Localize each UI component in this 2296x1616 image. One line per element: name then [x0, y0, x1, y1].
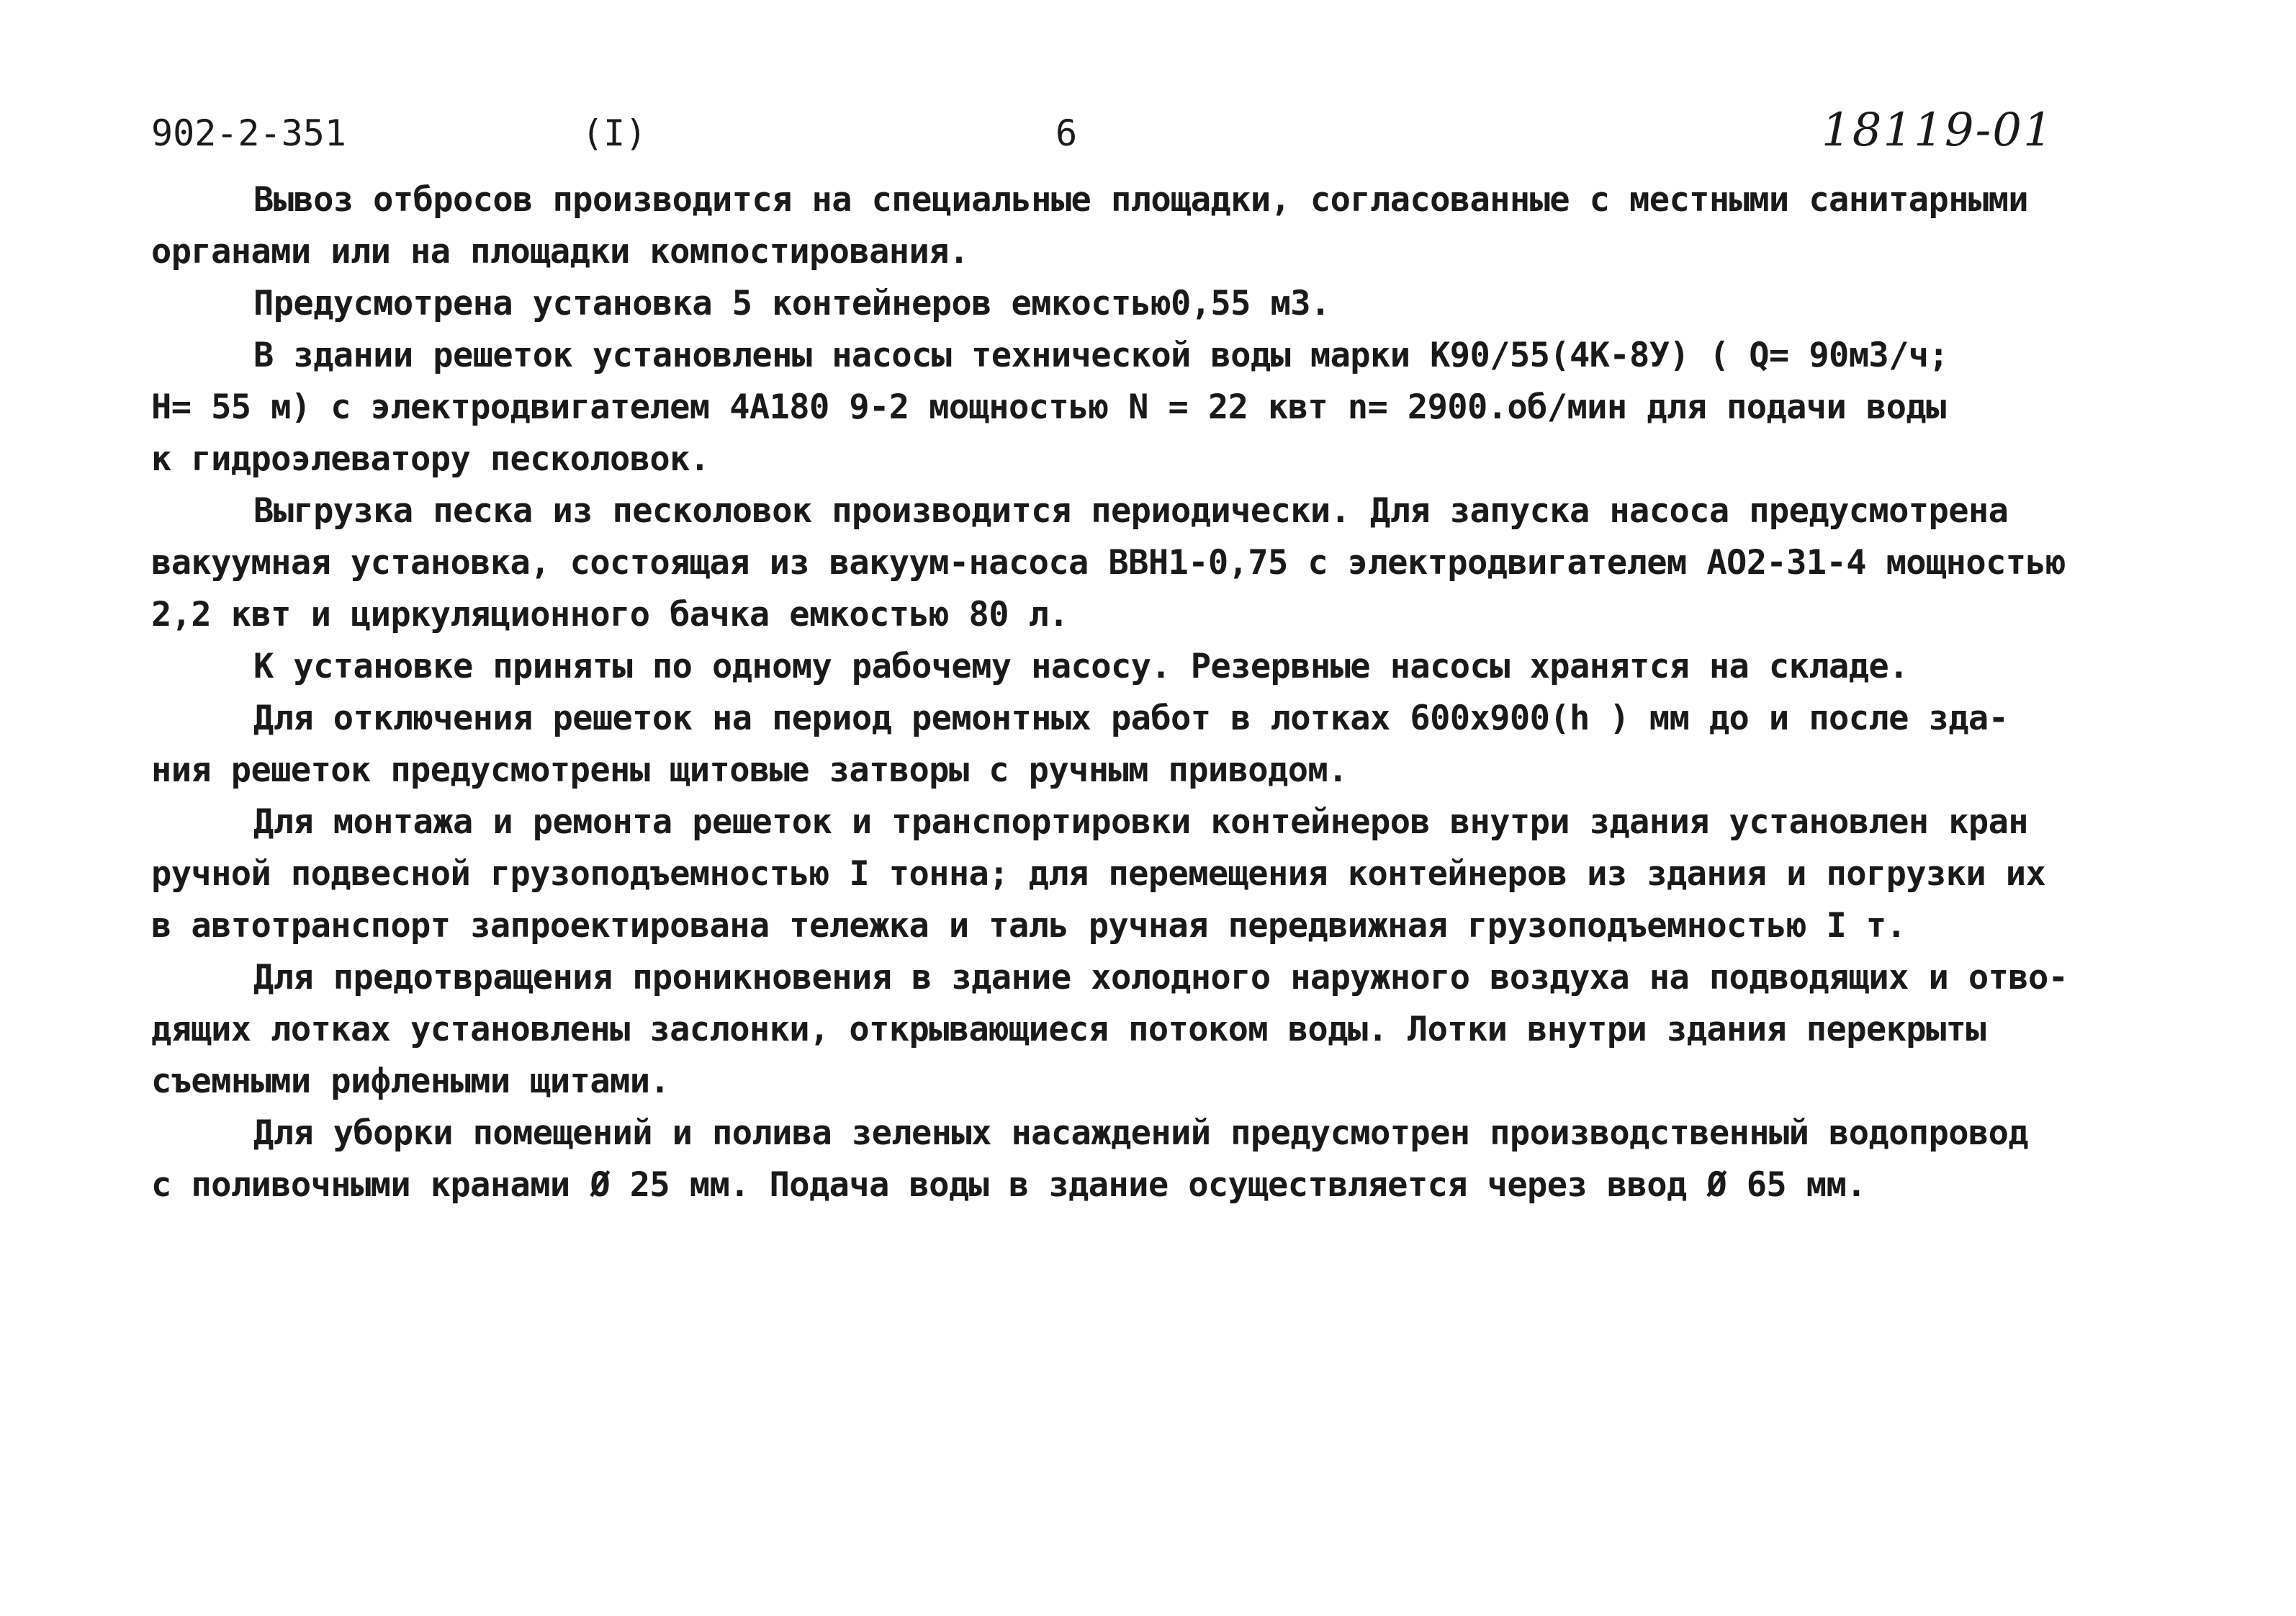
paragraph-water-pumps	[151, 330, 2167, 485]
text-line: H= 55 м) с электродвигателем 4А180 9-2 мощностью N = 22 квт n= 2900.об/мин для подачи воды	[151, 387, 1946, 427]
text-line: Выгрузка песка из песколовок производится периодически. Для запуска насоса предусмотрена	[253, 491, 2009, 531]
text-line: ручной подвесной грузоподъемностью I тонна; для перемещения контейнеров из здания и погрузки их	[151, 854, 2046, 894]
text-line: вакуумная установка, состоящая из вакуум-насоса ВВН1-0,75 с электродвигателем АО2-31-4 мощностью	[151, 543, 2066, 583]
page-number: 6	[1055, 112, 1078, 154]
paragraph-waste-removal	[151, 174, 2167, 278]
paragraph-water-supply	[151, 1108, 2167, 1211]
text-line: Предусмотрена установка 5 контейнеров емкостью0,55 м3.	[253, 284, 1331, 323]
text-line: Для предотвращения проникновения в здание холодного наружного воздуха на подводящих и отво-	[253, 958, 2068, 997]
text-line: Для отключения решеток на период ремонтных работ в лотках 600х900(h ) мм до и после зда-	[253, 699, 2009, 738]
text-line: органами или на площадки компостирования.	[151, 232, 969, 271]
part-number: (I)	[582, 112, 647, 154]
text-line: в автотранспорт запроектирована тележка и таль ручная передвижная грузоподъемностью I т.	[151, 906, 1906, 946]
paragraph-air-dampers	[151, 952, 2167, 1108]
paragraph-gates	[151, 693, 2167, 796]
paragraph-containers	[151, 278, 2167, 330]
text-line: 2,2 квт и циркуляционного бачка емкостью 80 л.	[151, 595, 1069, 634]
document-body	[151, 174, 2167, 1211]
paragraph-reserve-pumps	[151, 641, 2167, 693]
text-line: дящих лотках установлены заслонки, открывающиеся потоком воды. Лотки внутри здания перекрыты	[151, 1010, 1986, 1049]
text-line: Для уборки помещений и полива зеленых насаждений предусмотрен производственный водопровод	[253, 1113, 2028, 1153]
text-line: ния решеток предусмотрены щитовые затворы с ручным приводом.	[151, 750, 1348, 790]
text-line: К установке приняты по одному рабочему насосу. Резервные насосы хранятся на складе.	[253, 647, 1909, 686]
text-line: съемными рифлеными щитами.	[151, 1061, 670, 1101]
text-line: В здании решеток установлены насосы технической воды марки К90/55(4К-8У) ( Q= 90м3/ч;	[253, 336, 1949, 375]
text-line: Вывоз отбросов производится на специальные площадки, согласованные с местными санитарными	[253, 180, 2028, 220]
text-line: к гидроэлеватору песколовок.	[151, 439, 710, 479]
paragraph-crane	[151, 796, 2167, 952]
handwritten-sheet-code: 18119-01	[1822, 104, 2054, 157]
document-code: 902-2-351	[151, 112, 346, 154]
text-line: Для монтажа и ремонта решеток и транспортировки контейнеров внутри здания установлен кран	[253, 802, 2028, 842]
text-line: с поливочными кранами Ø 25 мм. Подача воды в здание осуществляется через ввод Ø 65 мм.	[151, 1165, 1866, 1205]
paragraph-sand-unloading	[151, 485, 2167, 641]
